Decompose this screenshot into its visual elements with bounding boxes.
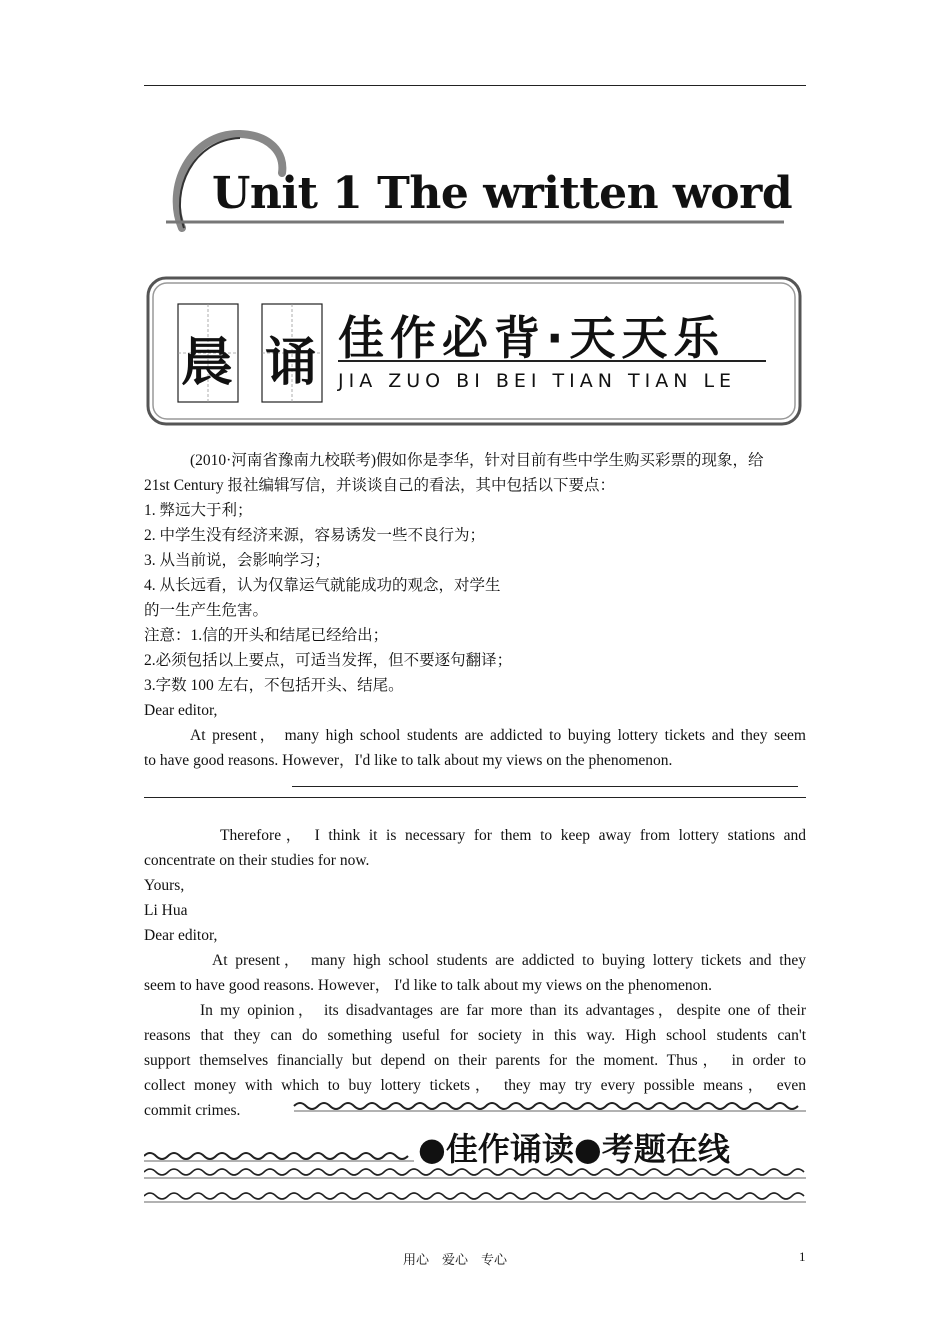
task-note-2: 2.必须包括以上要点，可适当发挥，但不要逐句翻译；: [144, 652, 513, 669]
template-closing-line-2: concentrate on their studies for now.: [144, 852, 370, 869]
top-rule: [144, 85, 806, 86]
writing-blank-line-long: [438, 786, 798, 787]
task-point-1: 1. 弊远大于利；: [144, 502, 253, 519]
writing-blank-line-short: [292, 786, 438, 787]
sample-salutation: Dear editor,: [144, 927, 218, 944]
writing-blank-line-full: [144, 797, 806, 798]
sample-p1-line-2: seem to have good reasons. However， I'd like to talk about my views on the phenomenon.: [144, 977, 712, 994]
template-signoff: Yours,: [144, 877, 185, 894]
template-closing-line-1: Therefore， I think it is necessary for them to keep away from lottery stations and: [220, 827, 806, 844]
template-intro-line-2: to have good reasons. However，I'd like to talk about my views on the phenomenon.: [144, 752, 673, 769]
sample-p2-line-1: In my opinion， its disadvantages are far more than its advantages，despite one of their: [200, 1002, 806, 1019]
task-point-4a: 4. 从长远看，认为仅靠运气就能成功的观念，对学生: [144, 577, 501, 594]
sample-p2-line-3: support themselves financially but depend on their parents for the moment. Thus， in order to: [144, 1052, 806, 1069]
task-note-1: 注意：1.信的开头和结尾已经给出；: [144, 627, 389, 644]
task-line-2: 21st Century 报社编辑写信，并谈谈自己的看法，其中包括以下要点：: [144, 477, 616, 494]
template-name: Li Hua: [144, 902, 188, 919]
template-salutation: Dear editor,: [144, 702, 218, 719]
template-intro-line-1: At present， many high school students are addicted to buying lottery tickets and they seem: [190, 727, 806, 744]
page-number: 1: [799, 1249, 806, 1264]
banner-char-chen: 晨: [181, 332, 234, 393]
banner-subtitle: JIA ZUO BI BEI TIAN TIAN LE: [338, 370, 737, 392]
sample-p2-line-5: commit crimes.: [144, 1102, 241, 1119]
banner-char-song: 诵: [265, 332, 318, 393]
unit-title: Unit 1 The written word: [212, 168, 793, 219]
sample-p2-line-2: reasons that they can do something useful for society in this way. High school students can't: [144, 1027, 806, 1044]
task-note-3: 3.字数 100 左右，不包括开头、结尾。: [144, 677, 404, 694]
section-banner-title: ●佳作诵读●考题在线: [418, 1130, 730, 1168]
task-point-4b: 的一生产生危害。: [144, 602, 269, 619]
task-line-1: (2010·河南省豫南九校联考)假如你是李华，针对目前有些中学生购买彩票的现象，给: [190, 452, 764, 469]
footer-motto: 用心 爱心 专心: [403, 1253, 508, 1268]
sample-p2-line-4: collect money with which to buy lottery tickets， they may try every possible means， even: [144, 1077, 806, 1094]
banner-title: 佳作必背·天天乐: [338, 311, 726, 365]
task-point-2: 2. 中学生没有经济来源，容易诱发一些不良行为；: [144, 527, 486, 544]
sample-p1-line-1: At present， many high school students are addicted to buying lottery tickets and they: [212, 952, 806, 969]
task-point-3: 3. 从当前说，会影响学习；: [144, 552, 331, 569]
